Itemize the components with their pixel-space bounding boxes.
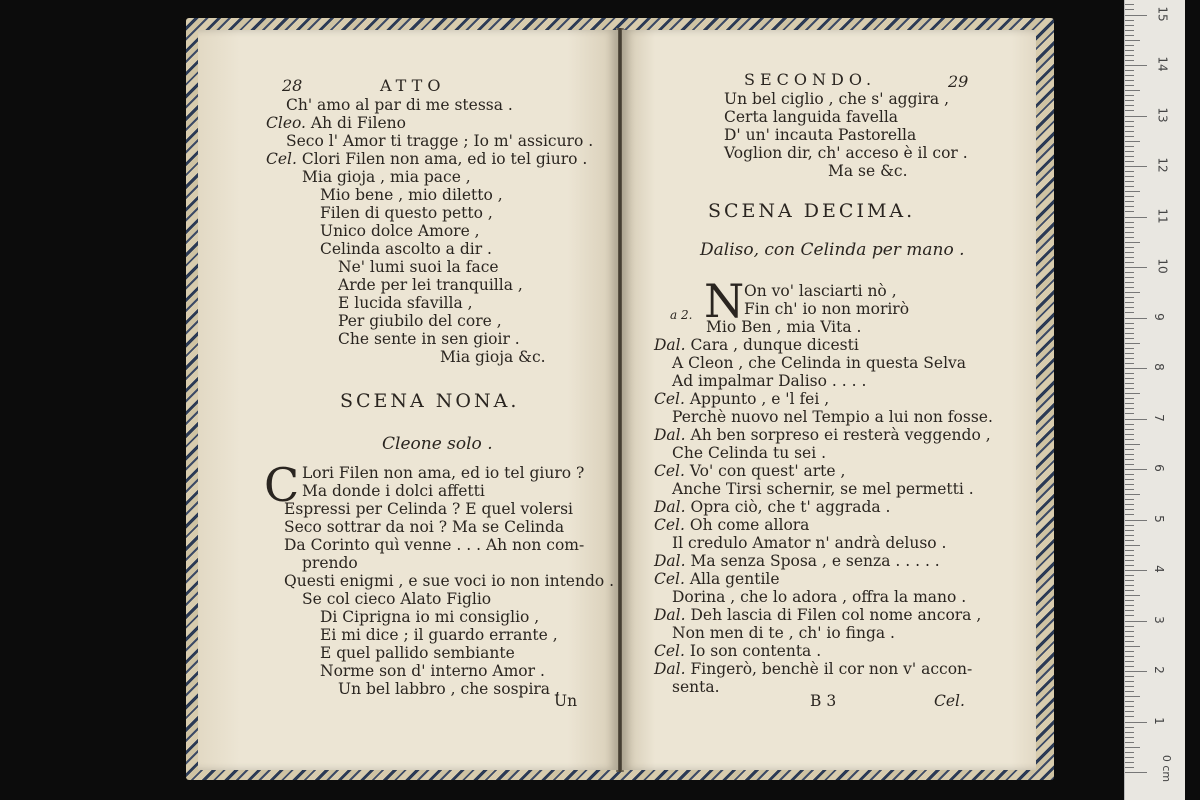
ruler-number: 7 bbox=[1151, 413, 1166, 422]
signature-mark: B 3 bbox=[810, 692, 837, 710]
running-head: SECONDO. bbox=[744, 70, 877, 89]
speaker-label: Dal. bbox=[654, 552, 686, 570]
ruler-tick bbox=[1125, 509, 1134, 510]
speaker-label: Cel. bbox=[654, 462, 685, 480]
ruler-tick bbox=[1125, 368, 1147, 369]
ruler-tick bbox=[1125, 353, 1134, 354]
ruler-tick bbox=[1125, 641, 1134, 642]
ruler-number: 11 bbox=[1155, 207, 1170, 224]
ruler-tick bbox=[1125, 227, 1134, 228]
text-line: D' un' incauta Pastorella bbox=[724, 126, 917, 144]
ruler-tick bbox=[1125, 323, 1134, 324]
ruler-number: 2 bbox=[1151, 666, 1166, 674]
ruler-tick bbox=[1125, 206, 1134, 207]
text-line: Fin ch' io non morirò bbox=[744, 300, 910, 318]
ruler-tick bbox=[1125, 307, 1134, 308]
ruler-tick bbox=[1125, 752, 1134, 753]
ruler-number: 13 bbox=[1155, 106, 1170, 123]
ruler-tick bbox=[1125, 348, 1134, 349]
ruler-tick bbox=[1125, 722, 1147, 723]
ruler-tick bbox=[1125, 156, 1134, 157]
ruler-tick bbox=[1125, 232, 1134, 233]
ruler-tick bbox=[1125, 454, 1134, 455]
ruler-tick bbox=[1125, 217, 1147, 218]
left-page bbox=[198, 30, 618, 770]
speaker-label: Cel. bbox=[654, 516, 685, 534]
speaker-label: Cel. bbox=[266, 150, 297, 168]
ruler-tick bbox=[1125, 166, 1147, 167]
text-line: Perchè nuovo nel Tempio a lui non fosse. bbox=[672, 408, 993, 426]
ruler-tick bbox=[1125, 444, 1140, 445]
speaker-label: Dal. bbox=[654, 498, 686, 516]
ruler-tick bbox=[1125, 560, 1134, 561]
ruler-tick bbox=[1125, 333, 1134, 334]
ruler-tick bbox=[1125, 110, 1134, 111]
ruler-tick bbox=[1125, 595, 1140, 596]
text-line: Cel. Io son contenta . bbox=[654, 642, 822, 660]
ruler-tick bbox=[1125, 651, 1134, 652]
text-line: Seco l' Amor ti tragge ; Io m' assicuro . bbox=[286, 132, 594, 150]
ruler-tick bbox=[1125, 757, 1134, 758]
drop-cap: N bbox=[704, 274, 745, 328]
text-line: Non men di te , ch' io finga . bbox=[672, 624, 895, 642]
ruler-tick bbox=[1125, 328, 1134, 329]
text-line: prendo bbox=[302, 554, 358, 572]
ruler-tick bbox=[1125, 131, 1134, 132]
text-line: Mia gioja , mia pace , bbox=[302, 168, 471, 186]
ruler-tick bbox=[1125, 45, 1134, 46]
ruler-tick bbox=[1125, 555, 1134, 556]
speaker-label: Dal. bbox=[654, 426, 686, 444]
ruler-tick bbox=[1125, 621, 1147, 622]
ruler-tick bbox=[1125, 373, 1134, 374]
text-line: Per giubilo del core , bbox=[338, 312, 502, 330]
ruler-tick bbox=[1125, 429, 1134, 430]
text-line: Certa languida favella bbox=[724, 108, 899, 126]
text-line: Ad impalmar Daliso . . . . bbox=[672, 372, 867, 390]
ruler-tick bbox=[1125, 222, 1134, 223]
ruler-tick bbox=[1125, 65, 1147, 66]
ruler-tick bbox=[1125, 727, 1134, 728]
page-number: 29 bbox=[948, 72, 969, 91]
ruler-tick bbox=[1125, 742, 1134, 743]
ruler-tick bbox=[1125, 570, 1147, 571]
text-line: Mia gioja &c. bbox=[440, 348, 546, 366]
ruler-tick bbox=[1125, 575, 1134, 576]
speaker-label: Dal. bbox=[654, 606, 686, 624]
ruler-tick bbox=[1125, 141, 1140, 142]
ruler-tick bbox=[1125, 711, 1134, 712]
text-line: Dal. Deh lascia di Filen col nome ancora , bbox=[654, 606, 982, 624]
ruler-tick bbox=[1125, 605, 1134, 606]
ruler-tick bbox=[1125, 403, 1134, 404]
ruler-tick bbox=[1125, 287, 1134, 288]
ruler-tick bbox=[1125, 646, 1140, 647]
scene-title: SCENA DECIMA. bbox=[708, 200, 916, 222]
ruler-tick bbox=[1125, 762, 1134, 763]
ruler-tick bbox=[1125, 691, 1134, 692]
ruler-tick bbox=[1125, 600, 1134, 601]
text-line: Mio bene , mio diletto , bbox=[320, 186, 503, 204]
text-line: Celinda ascolto a dir . bbox=[320, 240, 492, 258]
text-line: Il credulo Amator n' andrà deluso . bbox=[672, 534, 947, 552]
ruler-tick bbox=[1125, 545, 1140, 546]
ruler-tick bbox=[1125, 489, 1134, 490]
ruler-tick bbox=[1125, 257, 1134, 258]
ruler-number: 1 bbox=[1151, 716, 1166, 725]
text-line: Dal. Ma senza Sposa , e senza . . . . . bbox=[654, 552, 940, 570]
ruler-number: 15 bbox=[1155, 5, 1170, 22]
ruler-tick bbox=[1125, 464, 1134, 465]
ruler-tick bbox=[1125, 262, 1134, 263]
ruler-tick bbox=[1125, 282, 1134, 283]
ruler-tick bbox=[1125, 772, 1147, 773]
speaker-label: Dal. bbox=[654, 336, 686, 354]
ruler-tick bbox=[1125, 191, 1140, 192]
text-line: Di Ciprigna io mi consiglio , bbox=[320, 608, 540, 626]
ruler-tick bbox=[1125, 312, 1134, 313]
text-line: Ne' lumi suoi la face bbox=[338, 258, 499, 276]
ruler-tick bbox=[1125, 126, 1134, 127]
ruler-tick bbox=[1125, 75, 1134, 76]
ruler-tick bbox=[1125, 636, 1134, 637]
ruler-tick bbox=[1125, 686, 1134, 687]
ruler-unit: 0 cm bbox=[1160, 754, 1174, 783]
ruler-tick bbox=[1125, 484, 1134, 485]
ruler-tick bbox=[1125, 302, 1134, 303]
ruler-tick bbox=[1125, 585, 1134, 586]
speaker-label: Cleo. bbox=[266, 114, 306, 132]
text-line: Dal. Ah ben sorpreso ei resterà veggendo , bbox=[654, 426, 991, 444]
ruler-tick bbox=[1125, 4, 1134, 5]
ruler-tick bbox=[1125, 181, 1134, 182]
ruler-tick bbox=[1125, 494, 1140, 495]
stage-direction: Daliso, con Celinda per mano . bbox=[700, 240, 965, 260]
ruler-tick bbox=[1125, 626, 1134, 627]
ruler-tick bbox=[1125, 525, 1134, 526]
ruler-tick bbox=[1125, 701, 1134, 702]
catchword: Un bbox=[554, 692, 578, 710]
ruler-tick bbox=[1125, 35, 1134, 36]
text-line: Voglion dir, ch' acceso è il cor . bbox=[724, 144, 968, 162]
text-line: On vo' lasciarti nò , bbox=[744, 282, 897, 300]
text-line: Un bel labbro , che sospira , bbox=[338, 680, 560, 698]
text-line: A Cleon , che Celinda in questa Selva bbox=[672, 354, 967, 372]
ruler-tick bbox=[1125, 666, 1134, 667]
text-line: E quel pallido sembiante bbox=[320, 644, 515, 662]
text-line: Che Celinda tu sei . bbox=[672, 444, 827, 462]
text-line: Cleo. Ah di Fileno bbox=[266, 114, 406, 132]
ruler-tick bbox=[1125, 469, 1147, 470]
ruler-tick bbox=[1125, 25, 1134, 26]
ruler-number: 9 bbox=[1151, 312, 1166, 321]
ruler-tick bbox=[1125, 60, 1134, 61]
text-line: Da Corinto quì venne . . . Ah non com- bbox=[284, 536, 585, 554]
ruler-tick bbox=[1125, 656, 1134, 657]
ruler-number: 14 bbox=[1155, 56, 1170, 72]
ruler-tick bbox=[1125, 242, 1140, 243]
ruler-tick bbox=[1125, 318, 1147, 319]
text-line: Cel. Appunto , e 'l fei , bbox=[654, 390, 830, 408]
ruler-tick bbox=[1125, 439, 1134, 440]
ruler-tick bbox=[1125, 499, 1134, 500]
ruler-tick bbox=[1125, 615, 1134, 616]
ruler-tick bbox=[1125, 716, 1134, 717]
page-number: 28 bbox=[282, 76, 303, 95]
text-line: Dorina , che lo adora , offra la mano . bbox=[672, 588, 967, 606]
stage-direction: Cleone solo . bbox=[382, 434, 493, 454]
ruler-tick bbox=[1125, 171, 1134, 172]
text-line: Arde per lei tranquilla , bbox=[338, 276, 523, 294]
text-line: Ch' amo al par di me stessa . bbox=[286, 96, 513, 114]
ruler-tick bbox=[1125, 398, 1134, 399]
ruler-tick bbox=[1125, 267, 1147, 268]
text-line: Seco sottrar da noi ? Ma se Celinda bbox=[284, 518, 565, 536]
text-line: Questi enigmi , e sue voci io non intendo . bbox=[284, 572, 615, 590]
ruler-tick bbox=[1125, 474, 1134, 475]
ruler-tick bbox=[1125, 272, 1134, 273]
ruler-number: 6 bbox=[1151, 464, 1166, 472]
ruler-tick bbox=[1125, 161, 1134, 162]
text-line: Che sente in sen gioir . bbox=[338, 330, 520, 348]
ruler-number: 4 bbox=[1151, 565, 1166, 573]
ruler-tick bbox=[1125, 95, 1134, 96]
ruler-tick bbox=[1125, 176, 1134, 177]
ruler-tick bbox=[1125, 277, 1134, 278]
ruler-tick bbox=[1125, 90, 1140, 91]
ruler-tick bbox=[1125, 459, 1134, 460]
ruler-tick bbox=[1125, 136, 1134, 137]
speaker-label: Cel. bbox=[654, 642, 685, 660]
ruler-tick bbox=[1125, 520, 1147, 521]
ruler-tick bbox=[1125, 186, 1134, 187]
text-line: Dal. Opra ciò, che t' aggrada . bbox=[654, 498, 891, 516]
text-line: senta. bbox=[672, 678, 720, 696]
speaker-label: Cel. bbox=[654, 570, 685, 588]
ruler-tick bbox=[1125, 732, 1134, 733]
ruler-tick bbox=[1125, 408, 1134, 409]
ruler-tick bbox=[1125, 247, 1134, 248]
ruler-tick bbox=[1125, 201, 1134, 202]
text-line: Ei mi dice ; il guardo errante , bbox=[320, 626, 558, 644]
ruler-tick bbox=[1125, 434, 1134, 435]
ruler-tick bbox=[1125, 514, 1134, 515]
text-line: Se col cieco Alato Figlio bbox=[302, 590, 492, 608]
ruler-tick bbox=[1125, 151, 1134, 152]
text-line: E lucida sfavilla , bbox=[338, 294, 473, 312]
catchword: Cel. bbox=[934, 692, 965, 710]
ruler-tick bbox=[1125, 121, 1134, 122]
text-line: Ma se &c. bbox=[828, 162, 908, 180]
text-line: Espressi per Celinda ? E quel volersi bbox=[284, 500, 573, 518]
ruler-tick bbox=[1125, 50, 1134, 51]
text-line: Cel. Alla gentile bbox=[654, 570, 780, 588]
ruler-tick bbox=[1125, 100, 1134, 101]
ruler-number: 8 bbox=[1151, 363, 1166, 371]
text-line: Lori Filen non ama, ed io tel giuro ? bbox=[302, 464, 585, 482]
ruler-tick bbox=[1125, 15, 1147, 16]
ruler-tick bbox=[1125, 85, 1134, 86]
ruler-tick bbox=[1125, 20, 1134, 21]
scene-title: SCENA NONA. bbox=[340, 390, 520, 412]
ruler-tick bbox=[1125, 211, 1134, 212]
ruler-tick bbox=[1125, 737, 1134, 738]
ruler-tick bbox=[1125, 610, 1134, 611]
text-line: Un bel ciglio , che s' aggira , bbox=[724, 90, 949, 108]
ruler-tick bbox=[1125, 530, 1134, 531]
text-line: Dal. Cara , dunque dicesti bbox=[654, 336, 859, 354]
ruler-number: 10 bbox=[1155, 258, 1170, 274]
ruler-tick bbox=[1125, 747, 1140, 748]
ruler-tick bbox=[1125, 55, 1134, 56]
ruler-tick bbox=[1125, 590, 1134, 591]
ruler-tick bbox=[1125, 424, 1134, 425]
text-line: Cel. Vo' con quest' arte , bbox=[654, 462, 846, 480]
ruler-tick bbox=[1125, 671, 1147, 672]
ruler-tick bbox=[1125, 449, 1134, 450]
ruler-tick bbox=[1125, 343, 1140, 344]
ruler-tick bbox=[1125, 9, 1134, 10]
ruler-tick bbox=[1125, 252, 1134, 253]
ruler-tick bbox=[1125, 30, 1134, 31]
ruler-tick bbox=[1125, 146, 1134, 147]
text-line: Unico dolce Amore , bbox=[320, 222, 480, 240]
ruler-tick bbox=[1125, 767, 1134, 768]
ruler-number: 3 bbox=[1151, 615, 1166, 624]
text-line: Anche Tirsi schernir, se mel permetti . bbox=[672, 480, 974, 498]
ruler-number: 12 bbox=[1155, 157, 1170, 173]
ruler-tick bbox=[1125, 383, 1134, 384]
ruler-tick bbox=[1125, 292, 1140, 293]
text-line: Dal. Fingerò, benchè il cor non v' accon- bbox=[654, 660, 973, 678]
ruler-number: 5 bbox=[1151, 514, 1166, 523]
text-line: Norme son d' interno Amor . bbox=[320, 662, 545, 680]
drop-cap: C bbox=[264, 458, 300, 512]
ruler-tick bbox=[1125, 580, 1134, 581]
ruler-tick bbox=[1125, 479, 1134, 480]
ruler-tick bbox=[1125, 358, 1134, 359]
ruler-tick bbox=[1125, 363, 1134, 364]
ruler-tick bbox=[1125, 378, 1134, 379]
text-line: Ma donde i dolci affetti bbox=[302, 482, 485, 500]
margin-note: a 2. bbox=[670, 308, 693, 322]
ruler-tick bbox=[1125, 661, 1134, 662]
ruler-tick bbox=[1125, 550, 1134, 551]
ruler-tick bbox=[1125, 237, 1134, 238]
ruler-tick bbox=[1125, 535, 1134, 536]
ruler-tick bbox=[1125, 706, 1134, 707]
ruler-tick bbox=[1125, 504, 1134, 505]
speaker-label: Cel. bbox=[654, 390, 685, 408]
text-line: Mio Ben , mia Vita . bbox=[706, 318, 862, 336]
ruler-tick bbox=[1125, 80, 1134, 81]
ruler-tick bbox=[1125, 565, 1134, 566]
ruler-tick bbox=[1125, 297, 1134, 298]
ruler-tick bbox=[1125, 696, 1140, 697]
ruler-tick bbox=[1125, 419, 1147, 420]
ruler-tick bbox=[1125, 338, 1134, 339]
right-page bbox=[622, 30, 1036, 770]
text-line: Cel. Clori Filen non ama, ed io tel giuro . bbox=[266, 150, 588, 168]
running-head: ATTO bbox=[380, 76, 446, 95]
ruler-tick bbox=[1125, 676, 1134, 677]
measuring-ruler bbox=[1124, 0, 1185, 800]
text-line: Filen di questo petto , bbox=[320, 204, 493, 222]
ruler-tick bbox=[1125, 70, 1134, 71]
ruler-tick bbox=[1125, 393, 1140, 394]
ruler-tick bbox=[1125, 681, 1134, 682]
ruler-tick bbox=[1125, 631, 1134, 632]
ruler-tick bbox=[1125, 540, 1134, 541]
ruler-tick bbox=[1125, 105, 1134, 106]
ruler-tick bbox=[1125, 388, 1134, 389]
ruler-tick bbox=[1125, 413, 1134, 414]
ruler-tick bbox=[1125, 116, 1147, 117]
speaker-label: Dal. bbox=[654, 660, 686, 678]
text-line: Cel. Oh come allora bbox=[654, 516, 810, 534]
ruler-tick bbox=[1125, 40, 1140, 41]
ruler-tick bbox=[1125, 196, 1134, 197]
